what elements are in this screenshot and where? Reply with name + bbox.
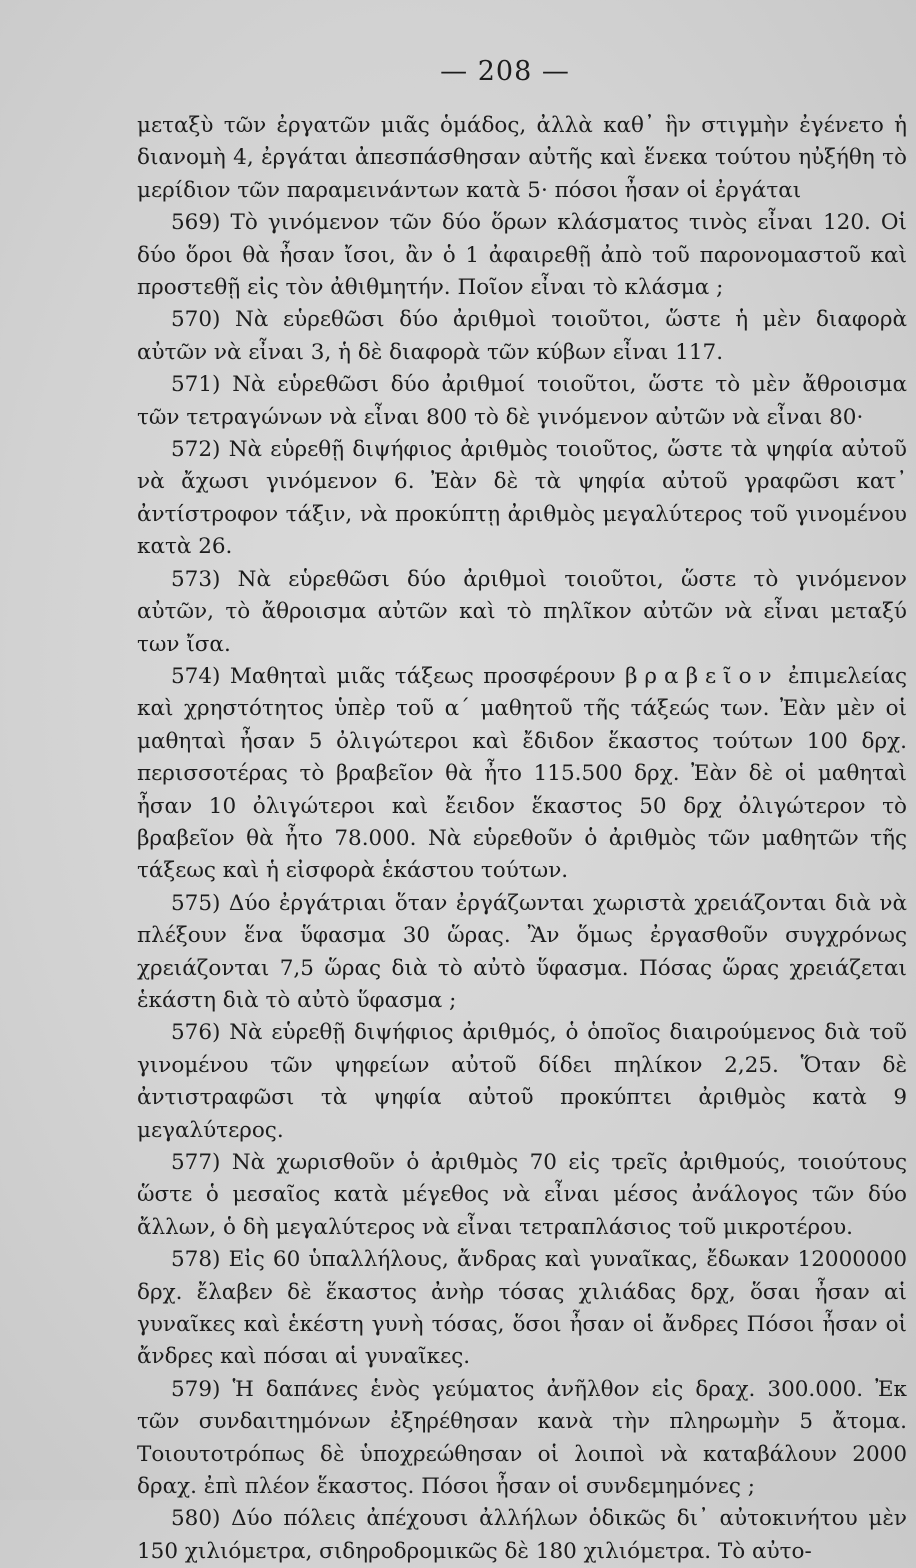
problem-579: 579) Ἡ δαπάνες ἑνὸς γεύματος ἀνῆλθον εἰς δραχ. 300.000. Ἐκ τῶν συνδαιτημόνων ἐξηρέθησαν κανὰ τὴν πληρωμὴν 5 ἄτομα. Τοιουτοτρόπως δὲ ὑποχρεώθησαν οἱ λοιποὶ νὰ καταβάλουν 2000 δραχ. ἐπὶ πλέον ἕκαστος. Πόσοι ἦσαν οἱ συνδεμημόνες ; bbox=[137, 1376, 907, 1500]
page-number: — 208 — bbox=[440, 56, 570, 87]
problem-570: 570) Νὰ εὑρεθῶσι δύο ἀριθμοὶ τοιοῦτοι, ὥστε ἡ μὲν διαφορὰ αὐτῶν νὰ εἶναι 3, ἡ δὲ διαφορὰ τῶν κύβων εἶναι 117. bbox=[137, 307, 907, 365]
problem-576: 576) Νὰ εὑρεθῇ διψήφιος ἀριθμός, ὁ ὁποῖος διαιρούμενος διὰ τοῦ γινομένου τῶν ψηφείων αὐτοῦ δίδει πηλίκον 2,25. Ὅταν δὲ ἀντιστραφῶσι τὰ ψηφία αὐτοῦ προκύπτει ἀριθμὸς κατὰ 9 μεγαλύτερος. bbox=[137, 1020, 907, 1143]
problem-573: 573) Νὰ εὑρεθῶσι δύο ἀριθμοὶ τοιοῦτοι, ὥστε τὸ γινόμενον αὐτῶν, τὸ ἄθροισμα αὐτῶν καὶ τὸ πηλῖκον αὐτῶν νὰ εἶναι μεταξύ των ἴσα. bbox=[137, 566, 907, 657]
problem-574 bbox=[137, 661, 907, 888]
problem-574-spaced-word: βραβεῖον bbox=[624, 663, 779, 689]
paragraph-continuation: μεταξὺ τῶν ἐργατῶν μιᾶς ὁμάδος, ἀλλὰ καθ᾽ ἣν στιγμὴν ἐγένετο ἡ διανομὴ 4, ἐργάται ἀπεσπάσθησαν αὐτῆς καὶ ἕνεκα τούτου ηὐξήθη τὸ μερίδιον τῶν παραμεινάντων κατὰ 5· πόσοι ἦσαν οἱ ἐργάται bbox=[137, 113, 907, 203]
problem-572: 572) Νὰ εὑρεθῇ διψήφιος ἀριθμὸς τοιοῦτος, ὥστε τὰ ψηφία αὐτοῦ νὰ ἄχωσι γινόμενον 6. Ἐὰν δὲ τὰ ψηφία αὐτοῦ γραφῶσι κατ᾽ ἀντίστροφον τάξιν, νὰ προκύπτῃ ἀριθμὸς μεγαλύτερος τοῦ γινομένου κατὰ 26. bbox=[137, 437, 907, 560]
problem-578: 578) Εἰς 60 ὑπαλλήλους, ἄνδρας καὶ γυναῖκας, ἔδωκαν 12000000 δρχ. ἔλαβεν δὲ ἕκαστος ἀνὴρ τόσας χιλιάδας δρχ, ὅσαι ἦσαν αἱ γυναῖκες καὶ ἑκέστη γυνὴ τόσας, ὅσοι ἦσαν οἱ ἄνδρες Πόσοι ἦσαν οἱ ἄνδρες καὶ πόσαι αἱ γυναῖκες. bbox=[137, 1247, 907, 1370]
problem-571: 571) Νὰ εὑρεθῶσι δύο ἀριθμοί τοιοῦτοι, ὥστε τὸ μὲν ἄθροισμα τῶν τετραγώνων νὰ εἶναι 800 τὸ δὲ γινόμενον αὐτῶν νὰ εἶναι 80· bbox=[137, 372, 907, 430]
problem-569: 569) Τὸ γινόμενον τῶν δύο ὅρων κλάσματος τινὸς εἶναι 120. Οἱ δύο ὅροι θὰ ἦσαν ἴσοι, ἂν ὁ 1 ἀφαιρεθῇ ἀπὸ τοῦ παρονομαστοῦ καὶ προστεθῇ εἰς τὸν ἀθιθμητήν. Ποῖον εἶναι τὸ κλάσμα ; bbox=[137, 210, 907, 301]
text-body bbox=[137, 110, 907, 1568]
problem-580: 580) Δύο πόλεις ἀπέχουσι ἀλλήλων ὁδικῶς δι᾽ αὐτοκινήτου μὲν 150 χιλιόμετρα, σιδηροδρομικῶς δὲ 180 χιλιόμετρα. Τὸ αὐτο- bbox=[137, 1506, 907, 1564]
problem-574-text-before: 574) Μαθηταὶ μιᾶς τάξεως προσφέρουν bbox=[171, 663, 625, 689]
problem-577: 577) Νὰ χωρισθοῦν ὁ ἀριθμὸς 70 εἰς τρεῖς ἀριθμούς, τοιούτους ὥστε ὁ μεσαῖος κατὰ μέγεθος νὰ εἶναι μέσος ἀνάλογος τῶν δύο ἄλλων, ὁ δὴ μεγαλύτερος νὰ εἶναι τετραπλάσιος τοῦ μικροτέρου. bbox=[137, 1150, 907, 1240]
problem-575: 575) Δύο ἐργάτριαι ὅταν ἐργάζωνται χωριστὰ χρειάζονται διὰ νὰ πλέξουν ἕνα ὕφασμα 30 ὥρας. Ἂν ὅμως ἐργασθοῦν συγχρόνως χρειάζονται 7,5 ὥρας διὰ τὸ αὐτὸ ὕφασμα. Πόσας ὥρας χρειάζεται ἑκάστη διὰ τὸ αὐτὸ ὕφασμα ; bbox=[137, 890, 907, 1013]
problem-574-text-after: ἐπιμελείας καὶ χρηστότητος ὑπὲρ τοῦ α΄ μαθητοῦ τῆς τάξεώς των. Ἐὰν μὲν οἱ μαθηταὶ ἦσαν 5 ὀλιγώτεροι καὶ ἔδιδον ἕκαστος τούτων 100 δρχ. περισσοτέρας τὸ βραβεῖον θὰ ἦτο 115.500 δρχ. Ἐὰν δὲ οἱ μαθηταὶ ἦσαν 10 ὀλιγώτεροι καὶ ἔειδον ἕκαστος 50 δρχ ὀλιγώτερον τὸ βραβεῖον θὰ ἦτο 78.000. Νὰ εὑρεθοῦν ὁ ἀριθμὸς τῶν μαθητῶν τῆς τάξεως καὶ ἡ εἰσφορὰ ἑκάστου τούτων. bbox=[137, 663, 907, 884]
